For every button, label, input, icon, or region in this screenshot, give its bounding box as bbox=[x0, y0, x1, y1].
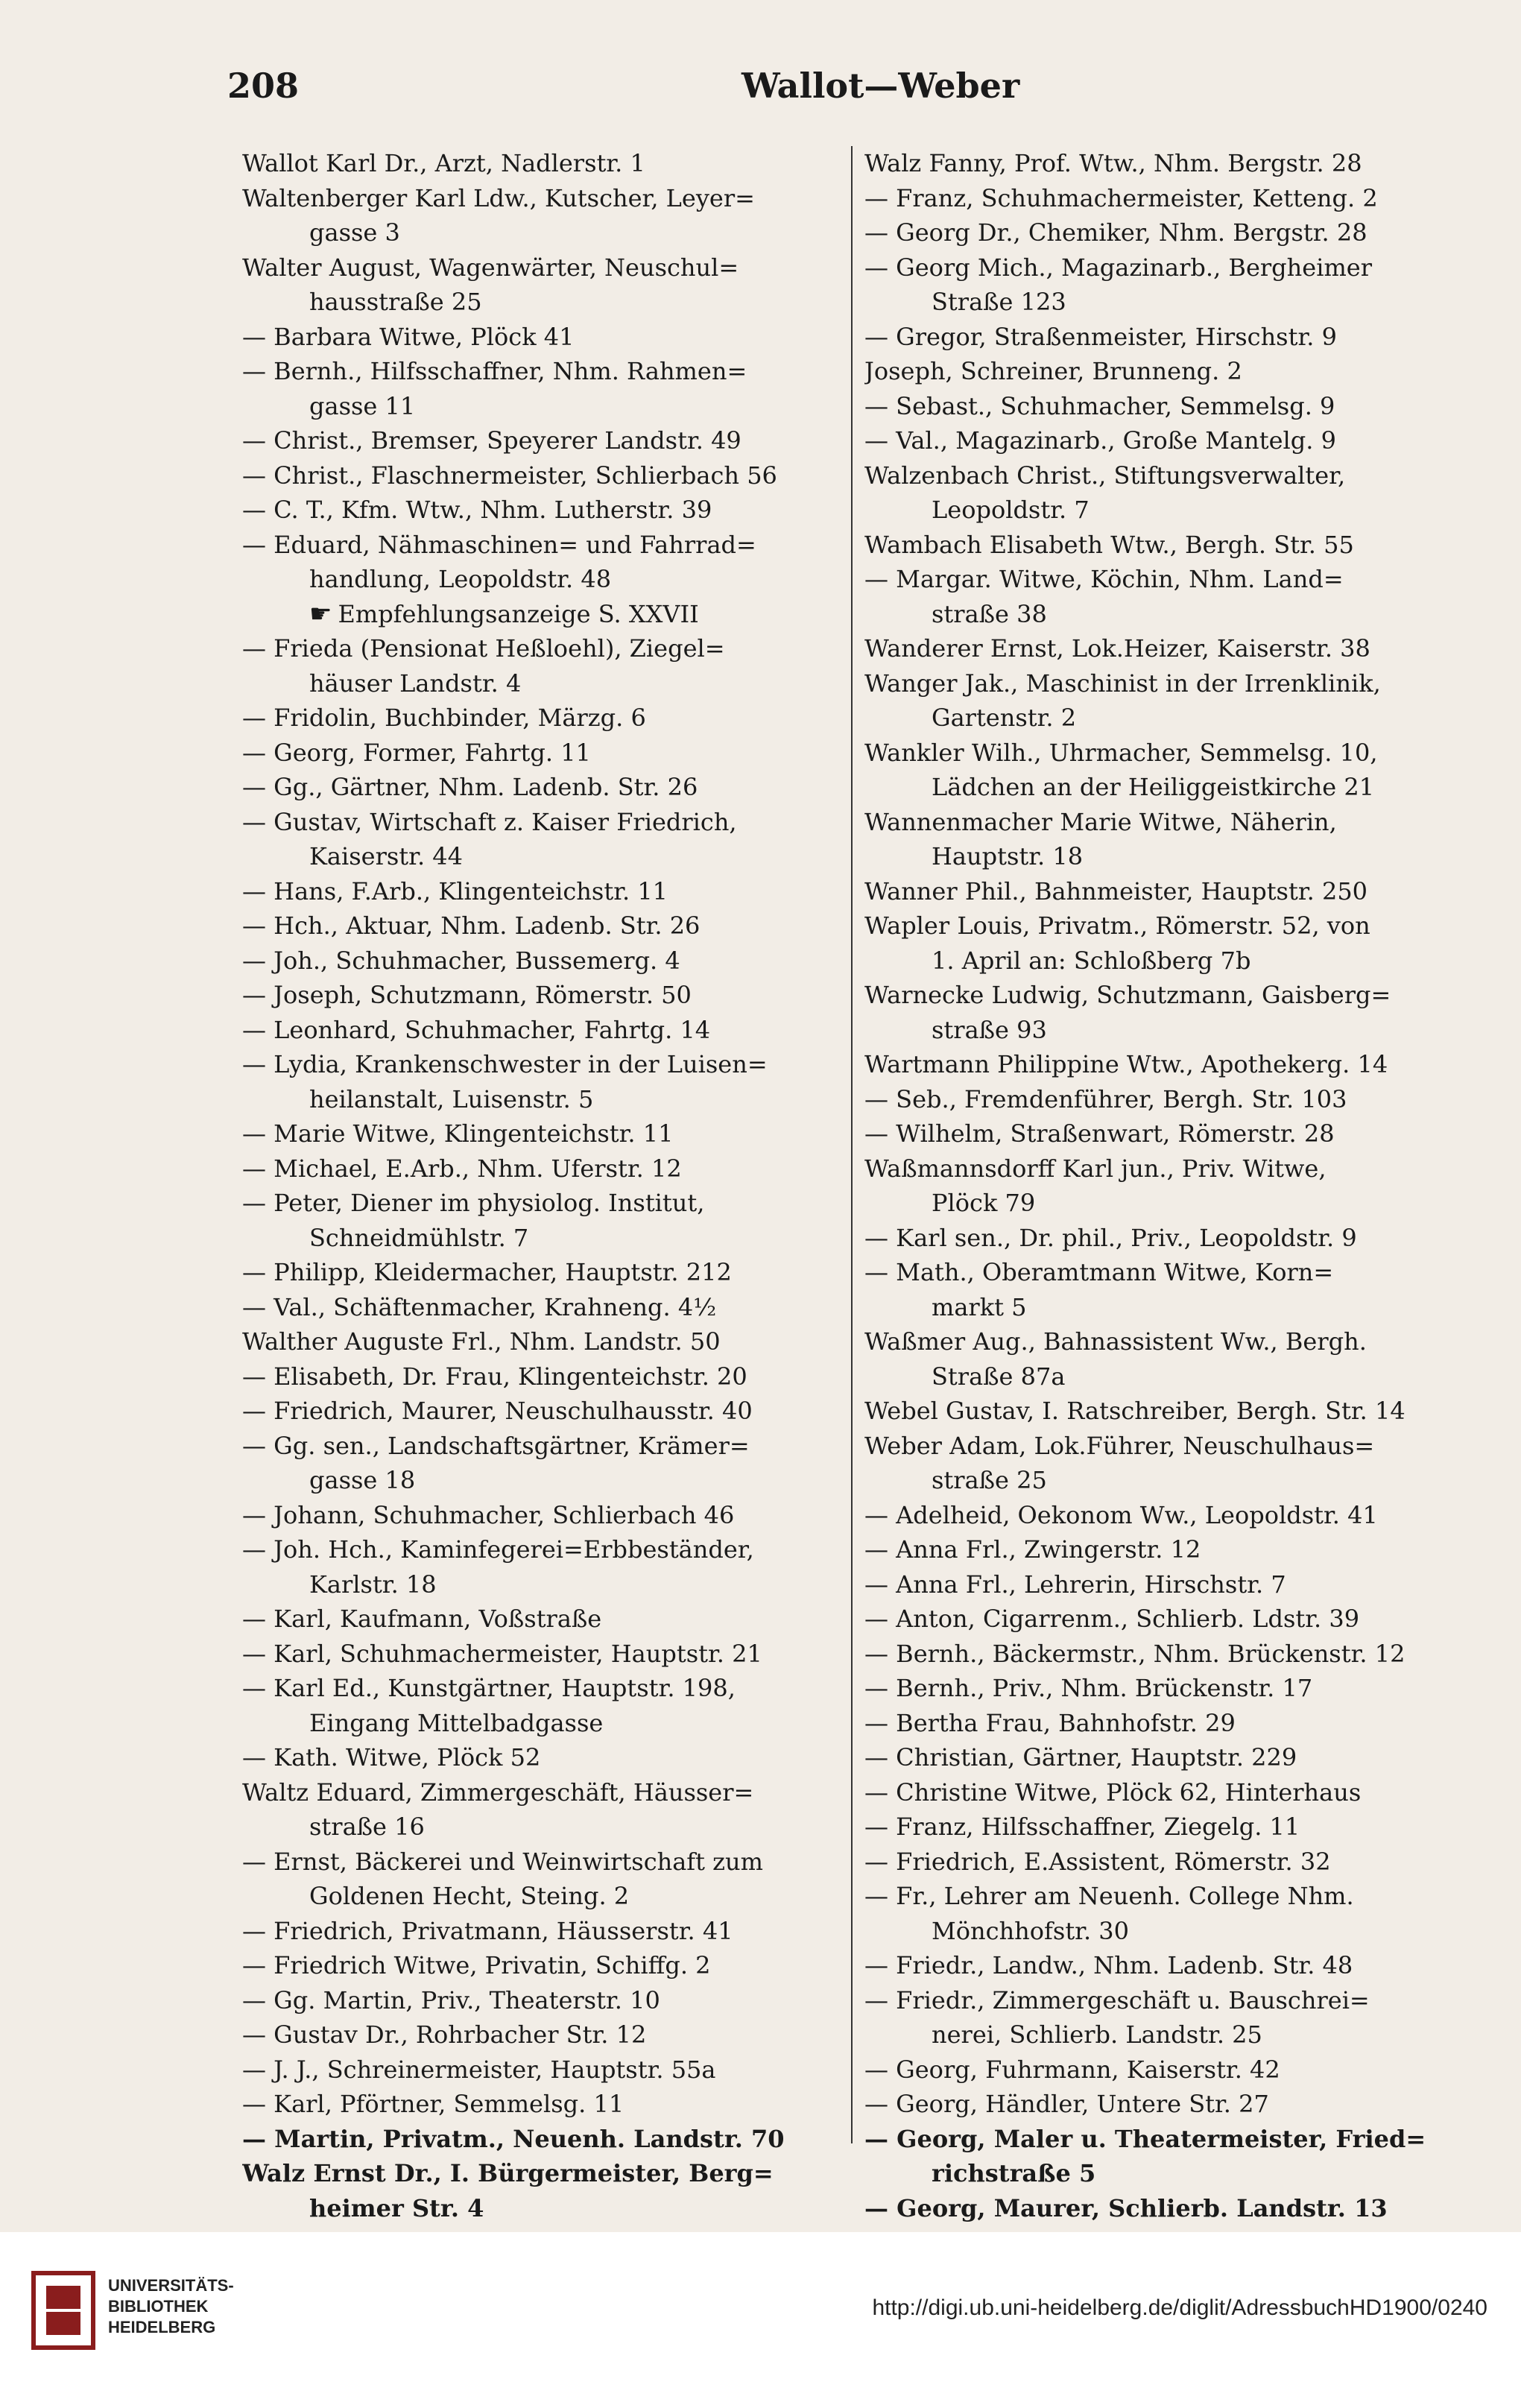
directory-entry-line bbox=[242, 181, 846, 216]
directory-entry-line bbox=[864, 562, 1468, 597]
directory-entry-line bbox=[242, 354, 846, 389]
entry-text: — Leonhard, Schuhmacher, Fahrtg. 14 bbox=[242, 1015, 711, 1044]
entry-text: Wannenmacher Marie Witwe, Näherin, bbox=[864, 807, 1337, 836]
directory-entry-line bbox=[864, 1116, 1468, 1151]
entry-text: — Friedrich, Privatmann, Häusserstr. 41 bbox=[242, 1916, 733, 1945]
entry-text: Wanderer Ernst, Lok.Heizer, Kaiserstr. 38 bbox=[864, 634, 1370, 663]
directory-entry-line bbox=[242, 736, 846, 771]
entry-text: — Georg, Former, Fahrtg. 11 bbox=[242, 738, 591, 767]
directory-entry-line bbox=[242, 1151, 846, 1186]
entry-text: Webel Gustav, I. Ratschreiber, Bergh. Str. 14 bbox=[864, 1397, 1405, 1425]
entry-text: — Georg, Fuhrmann, Kaiserstr. 42 bbox=[864, 2055, 1280, 2084]
directory-entry-line bbox=[242, 1186, 846, 1221]
entry-text: — Philipp, Kleidermacher, Hauptstr. 212 bbox=[242, 1258, 732, 1286]
directory-entry-line bbox=[242, 215, 846, 250]
entry-text: — Hch., Aktuar, Nhm. Ladenb. Str. 26 bbox=[242, 911, 701, 940]
directory-entry-line bbox=[242, 666, 846, 701]
entry-text: — Bernh., Hilfsschaffner, Nhm. Rahmen= bbox=[242, 357, 747, 385]
entry-text: — Gregor, Straßenmeister, Hirschstr. 9 bbox=[864, 322, 1337, 351]
entry-text: — Friedrich, Maurer, Neuschulhausstr. 40 bbox=[242, 1397, 753, 1425]
entry-text: — Gg. sen., Landschaftsgärtner, Krämer= bbox=[242, 1431, 750, 1460]
directory-entry-line bbox=[864, 805, 1468, 840]
directory-entry-line bbox=[242, 1463, 846, 1498]
directory-entry-line bbox=[864, 1290, 1468, 1325]
entry-text: — Ernst, Bäckerei und Weinwirtschaft zum bbox=[242, 1847, 763, 1876]
directory-entry-line bbox=[242, 1221, 846, 1256]
entry-text: Gartenstr. 2 bbox=[932, 704, 1077, 732]
directory-entry-line bbox=[242, 874, 846, 909]
entry-text: Walz Ernst Dr., I. Bürgermeister, Berg= bbox=[242, 2159, 774, 2187]
directory-entry-line bbox=[864, 736, 1468, 771]
directory-entry-line bbox=[242, 839, 846, 874]
entry-text: heilanstalt, Luisenstr. 5 bbox=[309, 1084, 594, 1113]
entry-text: — Sebast., Schuhmacher, Semmelsg. 9 bbox=[864, 391, 1335, 420]
viewer-footer bbox=[0, 2232, 1521, 2408]
directory-entry-line bbox=[242, 1429, 846, 1464]
directory-entry-line bbox=[864, 2191, 1468, 2226]
page-number: 208 bbox=[227, 66, 300, 106]
entry-text: Empfehlungsanzeige S. XXVII bbox=[338, 599, 699, 628]
directory-entry-line bbox=[864, 528, 1468, 563]
directory-entry-line bbox=[242, 1602, 846, 1637]
directory-entry-line bbox=[864, 1775, 1468, 1810]
entry-text: straße 16 bbox=[309, 1813, 425, 1841]
entry-text: — Johann, Schuhmacher, Schlierbach 46 bbox=[242, 1500, 735, 1529]
pointing-hand-icon: ☛ bbox=[309, 598, 332, 629]
entry-text: Waßmer Aug., Bahnassistent Ww., Bergh. bbox=[864, 1327, 1367, 1356]
directory-entry-line bbox=[242, 908, 846, 944]
directory-entry-line bbox=[864, 2087, 1468, 2122]
directory-entry-line bbox=[242, 978, 846, 1013]
entry-text: Leopoldstr. 7 bbox=[932, 496, 1090, 524]
entry-text: — Joseph, Schutzmann, Römerstr. 50 bbox=[242, 981, 692, 1009]
entry-text: — Wilhelm, Straßenwart, Römerstr. 28 bbox=[864, 1119, 1335, 1148]
entry-text: straße 93 bbox=[932, 1015, 1047, 1044]
directory-entry-line bbox=[864, 597, 1468, 632]
entry-text: — Adelheid, Oekonom Ww., Leopoldstr. 41 bbox=[864, 1500, 1378, 1529]
entry-text: Wanger Jak., Maschinist in der Irrenklinik, bbox=[864, 669, 1381, 698]
entry-text: gasse 18 bbox=[309, 1466, 416, 1494]
directory-entry-line bbox=[242, 1740, 846, 1775]
entry-text: — Christ., Flaschnermeister, Schlierbach 56 bbox=[242, 461, 777, 490]
directory-entry-line bbox=[864, 1394, 1468, 1429]
entry-text: Waltenberger Karl Ldw., Kutscher, Leyer= bbox=[242, 183, 755, 212]
directory-entry-line bbox=[864, 2122, 1468, 2157]
entry-text: — Frieda (Pensionat Heßloehl), Ziegel= bbox=[242, 634, 725, 663]
directory-entry-line bbox=[864, 1706, 1468, 1741]
directory-entry-line bbox=[242, 1810, 846, 1845]
directory-entry-line bbox=[242, 250, 846, 285]
directory-entry-line bbox=[864, 181, 1468, 216]
source-url-link[interactable]: http://digi.ub.uni-heidelberg.de/diglit/AdressbuchHD1900/0240 bbox=[872, 2295, 1487, 2320]
entry-text: Straße 87a bbox=[932, 1362, 1066, 1391]
directory-entry-line bbox=[864, 1047, 1468, 1082]
entry-text: markt 5 bbox=[932, 1292, 1027, 1321]
column-divider bbox=[851, 146, 853, 2143]
directory-entry-line bbox=[864, 2053, 1468, 2088]
directory-entry-line bbox=[242, 389, 846, 424]
entry-text: — Joh. Hch., Kaminfegerei=Erbbeständer, bbox=[242, 1535, 754, 1564]
entry-text: — Gg., Gärtner, Nhm. Ladenb. Str. 26 bbox=[242, 773, 698, 801]
directory-entry-line bbox=[864, 1983, 1468, 2018]
directory-entry-line bbox=[242, 1047, 846, 1082]
directory-entry-line bbox=[242, 528, 846, 563]
directory-entry-line bbox=[864, 1463, 1468, 1498]
directory-entry-line bbox=[242, 1845, 846, 1880]
entry-text: — Hans, F.Arb., Klingenteichstr. 11 bbox=[242, 876, 668, 906]
directory-entry-line bbox=[864, 908, 1468, 944]
directory-entry-line bbox=[242, 1637, 846, 1672]
directory-entry-line bbox=[242, 1324, 846, 1359]
institution-line: HEIDELBERG bbox=[108, 2318, 216, 2336]
directory-entry-line bbox=[242, 1775, 846, 1810]
directory-entry-line bbox=[864, 1429, 1468, 1464]
directory-entry-line bbox=[242, 1290, 846, 1325]
directory-entry-line bbox=[242, 320, 846, 355]
directory-entry-line bbox=[864, 1082, 1468, 1117]
entry-text: Walther Auguste Frl., Nhm. Landstr. 50 bbox=[242, 1327, 721, 1356]
directory-entry-line bbox=[864, 1324, 1468, 1359]
directory-entry-line bbox=[242, 2122, 846, 2157]
directory-entry-line bbox=[864, 1567, 1468, 1602]
directory-entry-line bbox=[242, 770, 846, 805]
directory-entry-line bbox=[242, 1706, 846, 1741]
entry-text: — Karl Ed., Kunstgärtner, Hauptstr. 198, bbox=[242, 1674, 736, 1702]
directory-entry-line bbox=[242, 285, 846, 320]
directory-entry-line bbox=[864, 1810, 1468, 1845]
directory-entry-line bbox=[242, 1359, 846, 1394]
entry-text: hausstraße 25 bbox=[309, 288, 482, 316]
entry-text: — Karl sen., Dr. phil., Priv., Leopoldstr. 9 bbox=[864, 1223, 1357, 1252]
directory-entry-line bbox=[864, 389, 1468, 424]
directory-entry-line bbox=[242, 701, 846, 736]
institution-name bbox=[108, 2275, 234, 2338]
entry-text: — Val., Schäftenmacher, Krahneng. 4½ bbox=[242, 1292, 717, 1321]
entry-text: Wapler Louis, Privatm., Römerstr. 52, von bbox=[864, 911, 1370, 940]
directory-entry-line bbox=[864, 874, 1468, 909]
entry-text: Wanner Phil., Bahnmeister, Hauptstr. 250 bbox=[864, 876, 1368, 906]
directory-entry-line bbox=[242, 1879, 846, 1914]
entry-text: — Georg, Maler u. Theatermeister, Fried= bbox=[864, 2124, 1426, 2153]
entry-text: — Fridolin, Buchbinder, Märzg. 6 bbox=[242, 704, 646, 732]
right-column bbox=[864, 146, 1468, 2222]
entry-text: Karlstr. 18 bbox=[309, 1570, 437, 1599]
entry-text: — Christine Witwe, Plöck 62, Hinterhaus bbox=[864, 1777, 1362, 1807]
entry-text: nerei, Schlierb. Landstr. 25 bbox=[932, 2020, 1262, 2049]
entry-text: Walter August, Wagenwärter, Neuschul= bbox=[242, 253, 739, 282]
directory-entry-line bbox=[864, 2156, 1468, 2191]
entry-text: — Karl, Kaufmann, Voßstraße bbox=[242, 1605, 602, 1633]
directory-entry-line bbox=[242, 1498, 846, 1533]
institution-line: UNIVERSITÄTS- bbox=[108, 2276, 234, 2295]
directory-entry-line bbox=[864, 1671, 1468, 1706]
directory-entry-line bbox=[242, 631, 846, 666]
entry-text: Lädchen an der Heiliggeistkirche 21 bbox=[932, 773, 1375, 801]
directory-entry-line bbox=[864, 1498, 1468, 1533]
directory-entry-line bbox=[242, 597, 846, 632]
entry-text: Wartmann Philippine Wtw., Apothekerg. 14 bbox=[864, 1050, 1388, 1078]
entry-text: — Christian, Gärtner, Hauptstr. 229 bbox=[864, 1743, 1297, 1772]
entry-text: gasse 3 bbox=[309, 218, 400, 247]
entry-text: Hauptstr. 18 bbox=[932, 842, 1084, 870]
directory-entry-line bbox=[864, 354, 1468, 389]
directory-entry-line bbox=[242, 1948, 846, 1983]
directory-entry-line bbox=[242, 944, 846, 979]
directory-entry-line bbox=[242, 2191, 846, 2226]
entry-text: Walz Fanny, Prof. Wtw., Nhm. Bergstr. 28 bbox=[864, 149, 1362, 177]
entry-text: Eingang Mittelbadgasse bbox=[309, 1708, 604, 1737]
entry-text: Warnecke Ludwig, Schutzmann, Gaisberg= bbox=[864, 981, 1391, 1009]
directory-entry-line bbox=[242, 1914, 846, 1949]
directory-entry-line bbox=[864, 770, 1468, 805]
directory-entry-line bbox=[864, 1637, 1468, 1672]
directory-entry-line bbox=[242, 1394, 846, 1429]
directory-entry-line bbox=[864, 666, 1468, 701]
entry-text: — Georg Dr., Chemiker, Nhm. Bergstr. 28 bbox=[864, 218, 1367, 247]
directory-entry-line bbox=[864, 1359, 1468, 1394]
entry-text: — Michael, E.Arb., Nhm. Uferstr. 12 bbox=[242, 1154, 682, 1183]
entry-text: — Anton, Cigarrenm., Schlierb. Ldstr. 39 bbox=[864, 1605, 1360, 1633]
running-head: Wallot—Weber bbox=[741, 66, 1020, 106]
entry-text: Kaiserstr. 44 bbox=[309, 842, 463, 870]
entry-text: — Math., Oberamtmann Witwe, Korn= bbox=[864, 1258, 1334, 1286]
entry-text: — Fr., Lehrer am Neuenh. College Nhm. bbox=[864, 1882, 1354, 1910]
entry-text: — Franz, Schuhmachermeister, Ketteng. 2 bbox=[864, 183, 1378, 212]
directory-entry-line bbox=[242, 1013, 846, 1048]
directory-entry-line bbox=[242, 1671, 846, 1706]
directory-entry-line bbox=[242, 1082, 846, 1117]
entry-text: — C. T., Kfm. Wtw., Nhm. Lutherstr. 39 bbox=[242, 496, 712, 524]
institution-line: BIBLIOTHEK bbox=[108, 2297, 209, 2316]
entry-text: — Kath. Witwe, Plöck 52 bbox=[242, 1743, 541, 1772]
entry-text: — Gustav Dr., Rohrbacher Str. 12 bbox=[242, 2020, 647, 2049]
entry-text: — Franz, Hilfsschaffner, Ziegelg. 11 bbox=[864, 1813, 1300, 1841]
directory-entry-line bbox=[242, 493, 846, 528]
entry-text: heimer Str. 4 bbox=[309, 2193, 484, 2222]
entry-text: — Martin, Privatm., Neuenh. Landstr. 70 bbox=[242, 2124, 785, 2153]
directory-entry-line bbox=[242, 805, 846, 840]
entry-text: — Georg Mich., Magazinarb., Bergheimer bbox=[864, 253, 1373, 282]
directory-entry-line bbox=[864, 285, 1468, 320]
directory-entry-line bbox=[864, 701, 1468, 736]
entry-text: Straße 123 bbox=[932, 288, 1066, 316]
directory-entry-line bbox=[242, 2017, 846, 2053]
directory-entry-line bbox=[242, 1983, 846, 2018]
entry-text: Schneidmühlstr. 7 bbox=[309, 1223, 529, 1252]
directory-entry-line bbox=[242, 2087, 846, 2122]
entry-text: — Margar. Witwe, Köchin, Nhm. Land= bbox=[864, 565, 1344, 593]
entry-text: — Bernh., Priv., Nhm. Brückenstr. 17 bbox=[864, 1674, 1313, 1702]
directory-entry-line bbox=[864, 458, 1468, 493]
entry-text: — J. J., Schreinermeister, Hauptstr. 55a bbox=[242, 2055, 716, 2084]
directory-entry-line bbox=[864, 215, 1468, 250]
entry-text: — Eduard, Nähmaschinen= und Fahrrad= bbox=[242, 530, 756, 559]
entry-text: Wambach Elisabeth Wtw., Bergh. Str. 55 bbox=[864, 530, 1354, 559]
entry-text: — Joh., Schuhmacher, Bussemerg. 4 bbox=[242, 946, 680, 975]
entry-text: — Elisabeth, Dr. Frau, Klingenteichstr. 20 bbox=[242, 1362, 747, 1391]
entry-text: Weber Adam, Lok.Führer, Neuschulhaus= bbox=[864, 1431, 1375, 1460]
entry-text: — Georg, Händler, Untere Str. 27 bbox=[864, 2090, 1269, 2118]
directory-entry-line bbox=[242, 1532, 846, 1567]
entry-text: Waltz Eduard, Zimmergeschäft, Häusser= bbox=[242, 1777, 754, 1807]
entry-text: — Bernh., Bäckermstr., Nhm. Brückenstr. 12 bbox=[864, 1639, 1405, 1668]
directory-entry-line bbox=[864, 1255, 1468, 1290]
entry-text: Waßmannsdorff Karl jun., Priv. Witwe, bbox=[864, 1154, 1326, 1183]
page-header bbox=[227, 66, 1412, 110]
directory-entry-line bbox=[864, 631, 1468, 666]
directory-entry-line bbox=[864, 493, 1468, 528]
directory-entry-line bbox=[864, 1151, 1468, 1186]
directory-entry-line bbox=[864, 1186, 1468, 1221]
directory-entry-line bbox=[864, 1879, 1468, 1914]
entry-text: Wankler Wilh., Uhrmacher, Semmelsg. 10, bbox=[864, 738, 1378, 767]
entry-text: — Seb., Fremdenführer, Bergh. Str. 103 bbox=[864, 1084, 1347, 1113]
left-column bbox=[242, 146, 846, 2222]
entry-text: — Christ., Bremser, Speyerer Landstr. 49 bbox=[242, 426, 741, 455]
entry-text: gasse 11 bbox=[309, 391, 416, 420]
entry-text: — Friedrich, E.Assistent, Römerstr. 32 bbox=[864, 1847, 1331, 1876]
entry-text: — Friedrich Witwe, Privatin, Schiffg. 2 bbox=[242, 1951, 711, 1979]
entry-text: — Gg. Martin, Priv., Theaterstr. 10 bbox=[242, 1985, 660, 2014]
entry-text: — Karl, Pförtner, Semmelsg. 11 bbox=[242, 2090, 624, 2118]
directory-entry-line bbox=[242, 562, 846, 597]
entry-text: Goldenen Hecht, Steing. 2 bbox=[309, 1882, 630, 1910]
entry-text: straße 38 bbox=[932, 599, 1047, 628]
entry-text: straße 25 bbox=[932, 1466, 1047, 1494]
directory-entry-line bbox=[864, 2017, 1468, 2053]
directory-entry-line bbox=[242, 146, 846, 181]
entry-text: Walzenbach Christ., Stiftungsverwalter, bbox=[864, 461, 1346, 490]
entry-text: Wallot Karl Dr., Arzt, Nadlerstr. 1 bbox=[242, 149, 645, 177]
directory-entry-line bbox=[242, 1255, 846, 1290]
entry-text: Mönchhofstr. 30 bbox=[932, 1916, 1130, 1945]
entry-text: — Georg, Maurer, Schlierb. Landstr. 13 bbox=[864, 2193, 1388, 2222]
entry-text: — Lydia, Krankenschwester in der Luisen= bbox=[242, 1050, 768, 1078]
entry-text: — Karl, Schuhmachermeister, Hauptstr. 21 bbox=[242, 1639, 762, 1668]
entry-text: — Friedr., Landw., Nhm. Ladenb. Str. 48 bbox=[864, 1951, 1353, 1979]
entry-text: — Barbara Witwe, Plöck 41 bbox=[242, 322, 575, 351]
entry-text: — Marie Witwe, Klingenteichstr. 11 bbox=[242, 1119, 674, 1148]
entry-text: handlung, Leopoldstr. 48 bbox=[309, 565, 612, 593]
directory-entry-line bbox=[242, 423, 846, 458]
entry-text: Joseph, Schreiner, Brunneng. 2 bbox=[864, 357, 1242, 385]
entry-text: — Val., Magazinarb., Große Mantelg. 9 bbox=[864, 426, 1336, 455]
entry-text: 1. April an: Schloßberg 7b bbox=[932, 946, 1251, 975]
entry-text: Plöck 79 bbox=[932, 1189, 1036, 1217]
directory-entry-line bbox=[864, 1013, 1468, 1048]
directory-entry-line bbox=[864, 944, 1468, 979]
directory-entry-line bbox=[864, 250, 1468, 285]
directory-entry-line bbox=[864, 423, 1468, 458]
entry-text: richstraße 5 bbox=[932, 2159, 1096, 2187]
university-seal-icon bbox=[30, 2269, 97, 2351]
directory-entry-line bbox=[864, 320, 1468, 355]
directory-entry-line bbox=[242, 458, 846, 493]
directory-entry-line bbox=[864, 1602, 1468, 1637]
directory-entry-line bbox=[864, 1948, 1468, 1983]
directory-entry-line bbox=[864, 839, 1468, 874]
directory-entry-line bbox=[242, 1116, 846, 1151]
entry-text: — Anna Frl., Lehrerin, Hirschstr. 7 bbox=[864, 1570, 1286, 1599]
directory-entry-line bbox=[864, 1532, 1468, 1567]
entry-text: — Bertha Frau, Bahnhofstr. 29 bbox=[864, 1708, 1236, 1737]
entry-text: — Friedr., Zimmergeschäft u. Bauschrei= bbox=[864, 1985, 1370, 2014]
directory-entry-line bbox=[864, 1221, 1468, 1256]
entry-text: häuser Landstr. 4 bbox=[309, 669, 522, 698]
entry-text: — Peter, Diener im physiolog. Institut, bbox=[242, 1189, 705, 1217]
directory-entry-line bbox=[864, 1914, 1468, 1949]
entry-text: — Anna Frl., Zwingerstr. 12 bbox=[864, 1535, 1201, 1564]
directory-entry-line bbox=[242, 2156, 846, 2191]
directory-entry-line bbox=[242, 1567, 846, 1602]
directory-entry-line bbox=[864, 1845, 1468, 1880]
directory-entry-line bbox=[864, 1740, 1468, 1775]
directory-entry-line bbox=[864, 978, 1468, 1013]
directory-entry-line bbox=[864, 146, 1468, 181]
directory-entry-line bbox=[242, 2053, 846, 2088]
entry-text: — Gustav, Wirtschaft z. Kaiser Friedrich, bbox=[242, 807, 737, 836]
